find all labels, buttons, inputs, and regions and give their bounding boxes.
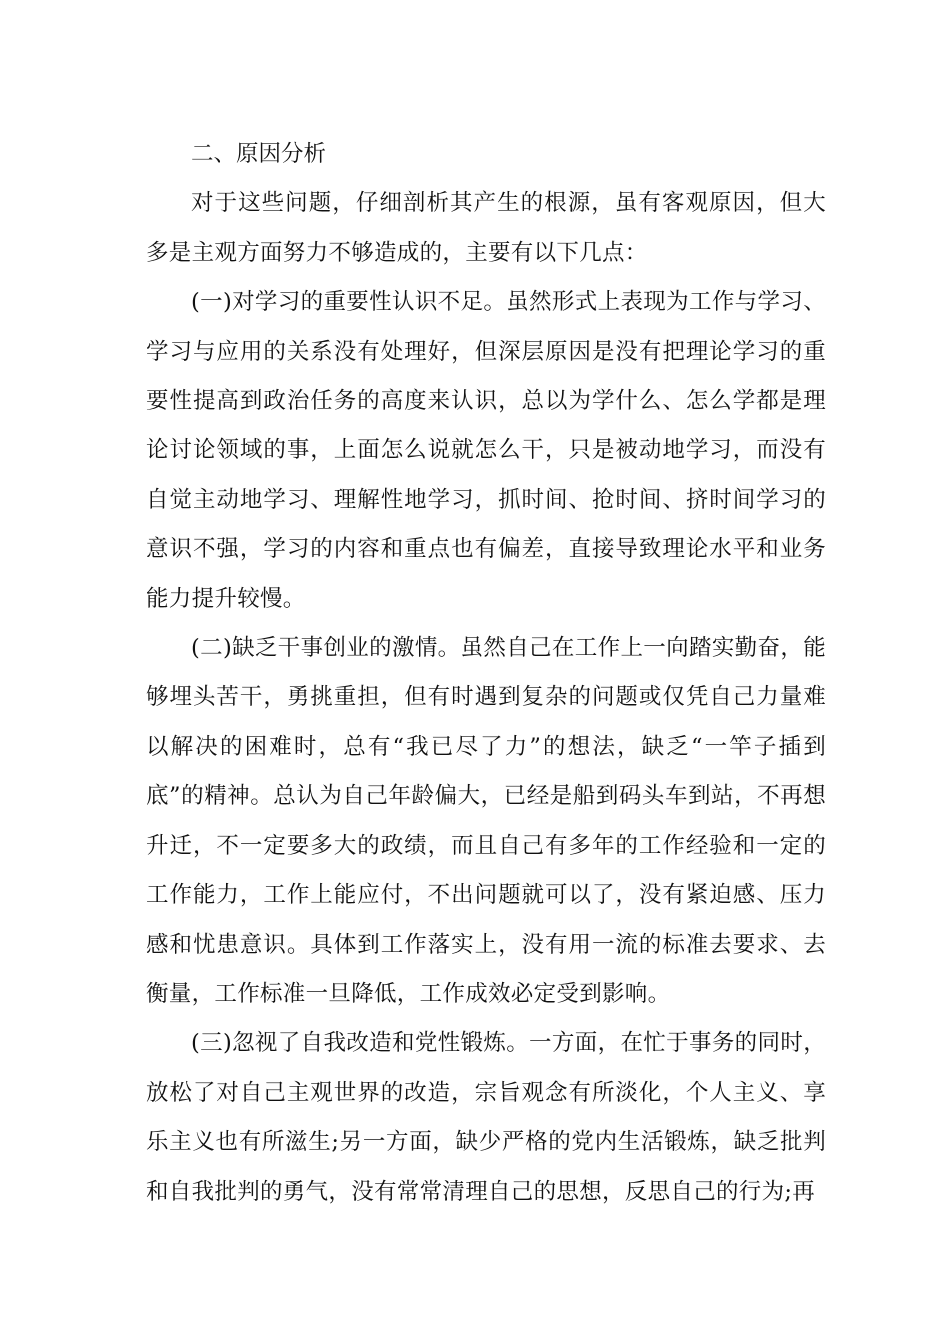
paragraph-point-1: (一)对学习的重要性认识不足。虽然形式上表现为工作与学习、学习与应用的关系没有处理好，但深层原因是没有把理论学习的重要性提高到政治任务的高度来认识，总以为学什么、怎么学都是理论讨论领域的事，上面怎么说就怎么干，只是被动地学习，而没有自觉主动地学习、理解性地学习，抓时间、抢时间、挤时间学习的意识不强，学习的内容和重点也有偏差，直接导致理论水平和业务能力提升较慢。 <box>146 289 826 612</box>
paragraph-point-3: (三)忽视了自我改造和党性锻炼。一方面，在忙于事务的同时，放松了对自己主观世界的改造，宗旨观念有所淡化，个人主义、享乐主义也有所滋生;另一方面，缺少严格的党内生活锻炼，缺乏批判和自我批判的勇气，没有常常清理自己的思想，反思自己的行为;再 <box>146 1030 826 1205</box>
paragraph-point-2: (二)缺乏干事创业的激情。虽然自己在工作上一向踏实勤奋，能够埋头苦干，勇挑重担，但有时遇到复杂的问题或仅凭自己力量难以解决的困难时，总有“我已尽了力”的想法，缺乏“一竿子插到底”的精神。总认为自己年龄偏大，已经是船到码头车到站，不再想升迁，不一定要多大的政绩，而且自己有多年的工作经验和一定的工作能力，工作上能应付，不出问题就可以了，没有紧迫感、压力感和忧患意识。具体到工作落实上，没有用一流的标准去要求、去衡量，工作标准一旦降低，工作成效必定受到影响。 <box>146 635 826 1007</box>
document-body <box>146 130 826 1217</box>
paragraph-intro: 对于这些问题，仔细剖析其产生的根源，虽有客观原因，但大多是主观方面努力不够造成的，主要有以下几点： <box>146 190 826 266</box>
section-heading: 二、原因分析 <box>191 141 327 167</box>
